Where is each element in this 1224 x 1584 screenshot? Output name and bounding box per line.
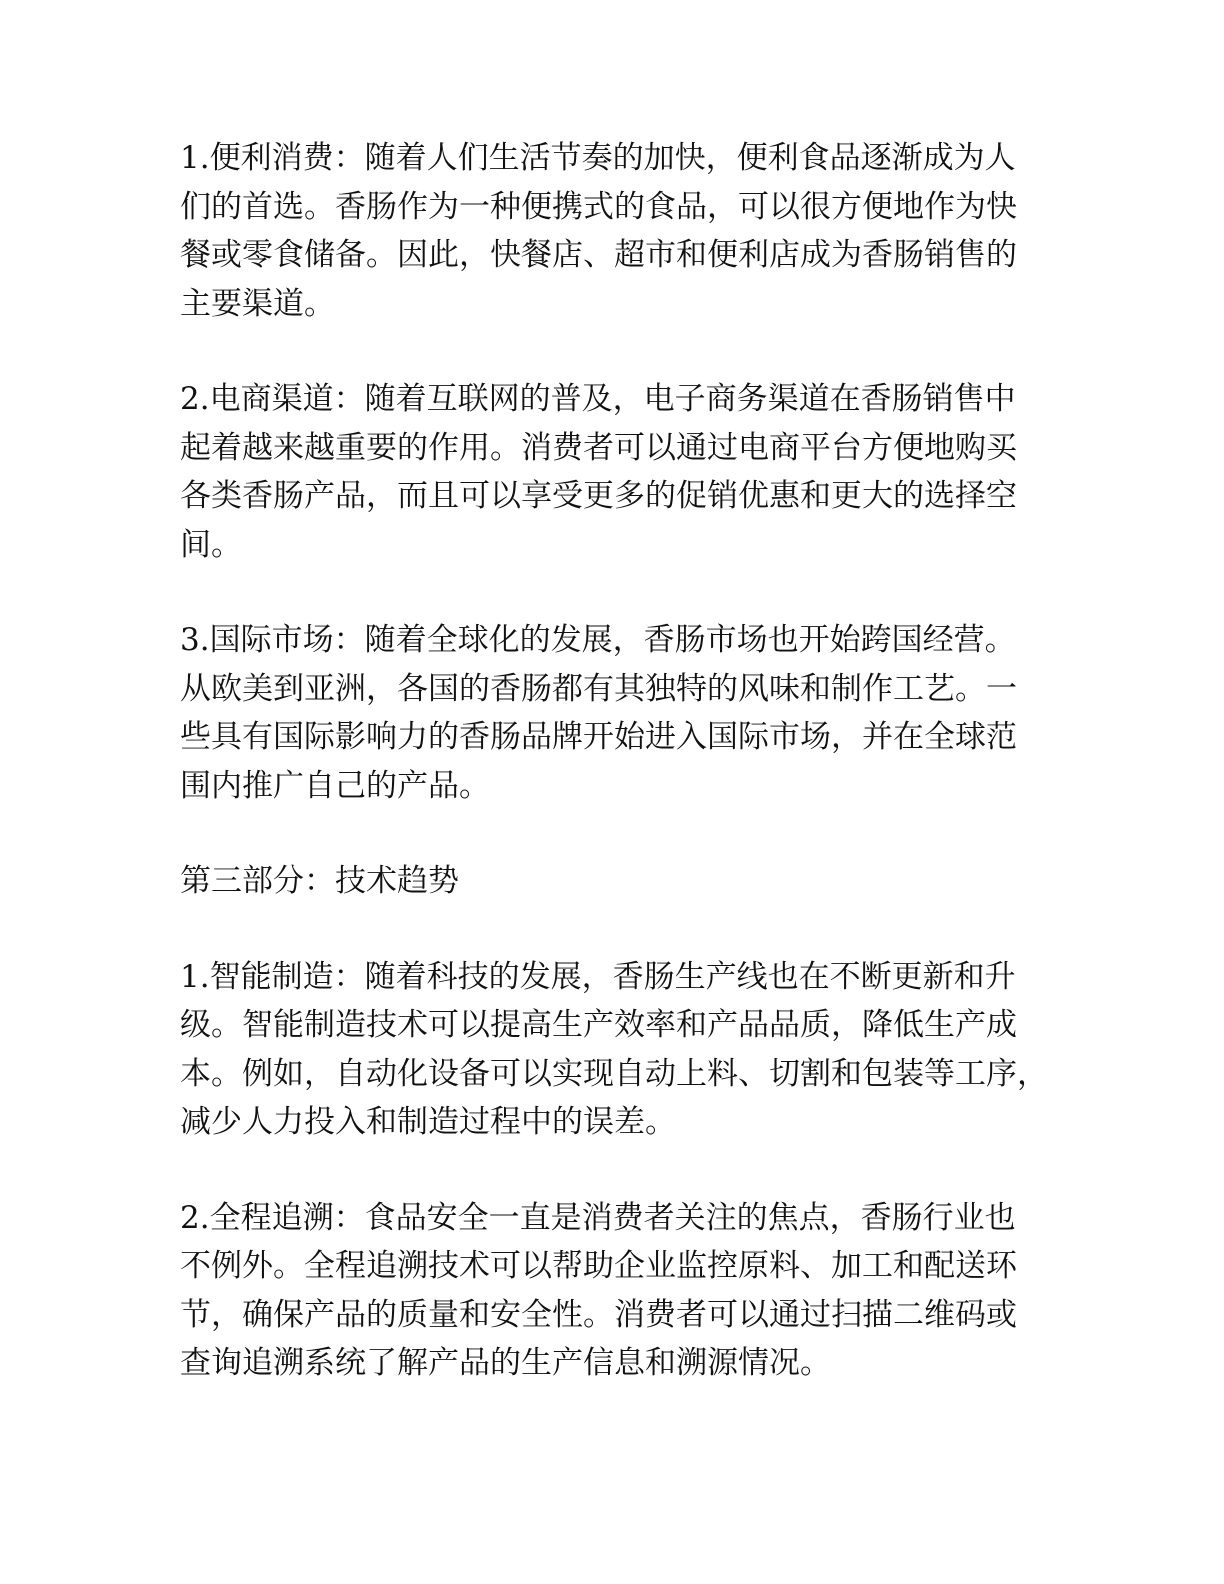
text-line: 节，确保产品的质量和安全性。消费者可以通过扫描二维码或 [180,1296,1017,1333]
text-line: 3.国际市场：随着全球化的发展，香肠市场也开始跨国经营。 [180,622,1016,658]
section-heading-text: 第三部分：技术趋势 [180,863,459,899]
text-line: 些具有国际影响力的香肠品牌开始进入国际市场，并在全球范 [180,719,1017,755]
text-line: 从欧美到亚洲，各国的香肠都有其独特的风味和制作工艺。一 [180,670,1017,707]
text-line: 1.便利消费：随着人们生活节奏的加快，便利食品逐渐成为人 [180,140,1016,176]
text-line: 查询追溯系统了解产品的生产信息和溯源情况。 [180,1345,831,1381]
text-line: 2.全程追溯：食品安全一直是消费者关注的焦点，香肠行业也 [180,1199,1016,1236]
paragraph-full-traceability [180,1194,1050,1388]
paragraph-smart-manufacturing [180,953,1050,1147]
text-line: 围内推广自己的产品。 [180,767,490,804]
paragraph-convenience-consumption [180,134,1050,328]
text-line: 起着越来越重要的作用。消费者可以通过电商平台方便地购买 [180,429,1017,466]
paragraph-ecommerce-channel [180,375,1050,569]
text-line: 级。智能制造技术可以提高生产效率和产品品质，降低生产成 [180,1007,1017,1043]
text-line: 减少人力投入和制造过程中的误差。 [180,1104,676,1140]
text-line: 间。 [180,526,242,563]
text-line: 们的首选。香肠作为一种便携式的食品，可以很方便地作为快 [180,188,1017,225]
text-line: 主要渠道。 [180,285,335,322]
paragraph-spacer [180,906,1050,953]
text-line: 本。例如，自动化设备可以实现自动上料、切割和包装等工序， [180,1055,1048,1092]
text-line: 2.电商渠道：随着互联网的普及，电子商务渠道在香肠销售中 [180,381,1016,417]
paragraph-spacer [180,1147,1050,1194]
text-line: 各类香肠产品，而且可以享受更多的促销优惠和更大的选择空 [180,478,1017,514]
paragraph-spacer [180,810,1050,857]
paragraph-spacer [180,328,1050,375]
paragraph-spacer [180,569,1050,616]
paragraph-international-market [180,616,1050,810]
text-line: 餐或零食储备。因此，快餐店、超市和便利店成为香肠销售的 [180,237,1017,273]
document-page [180,134,1050,1388]
text-line: 1.智能制造：随着科技的发展，香肠生产线也在不断更新和升 [180,958,1016,995]
text-line: 不例外。全程追溯技术可以帮助企业监控原料、加工和配送环 [180,1248,1017,1284]
section-heading [180,857,1050,906]
